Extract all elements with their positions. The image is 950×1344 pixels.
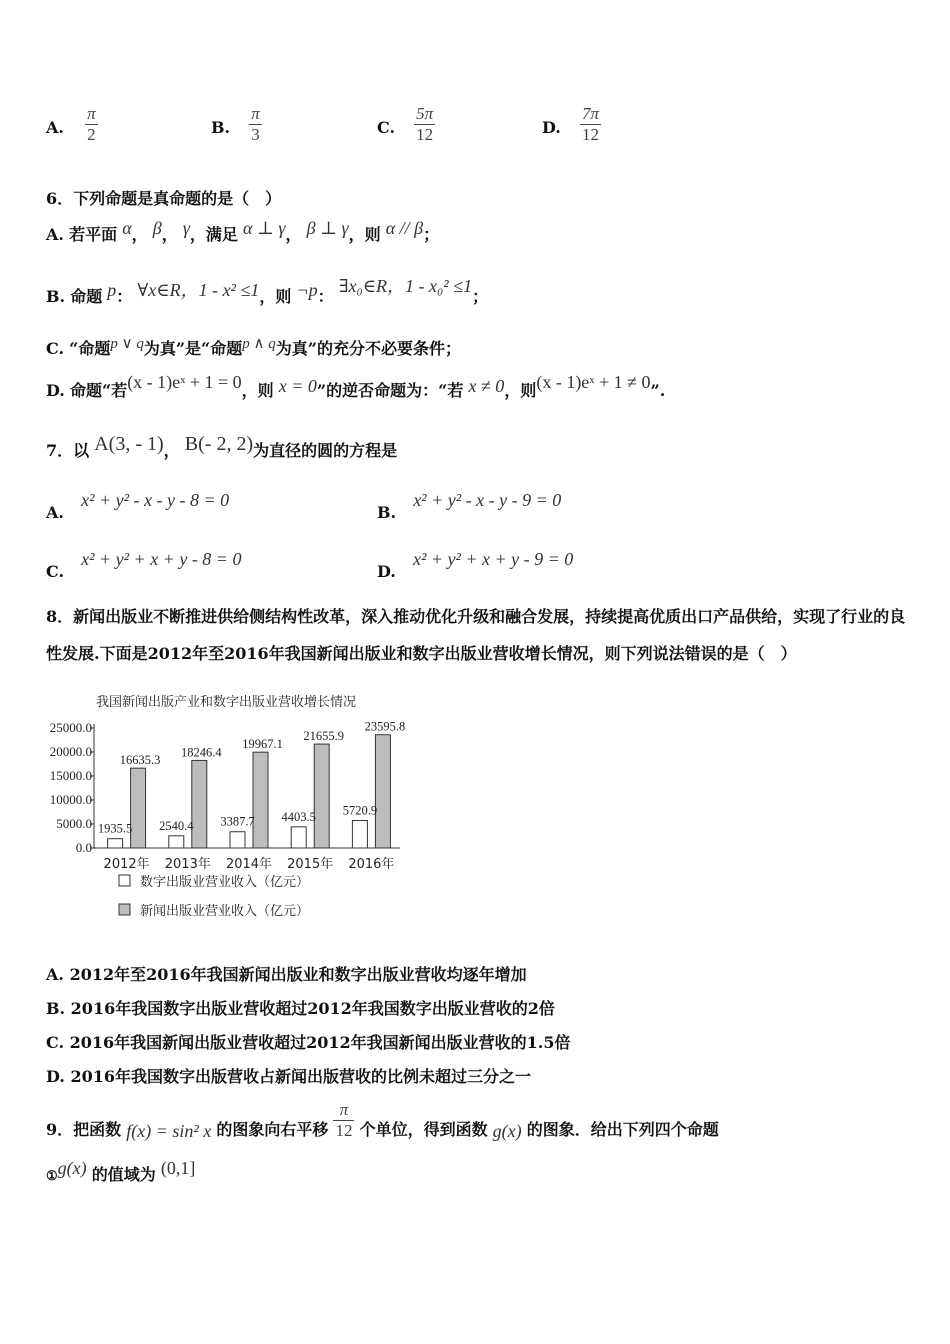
- math: B(- 2, 2): [184, 433, 254, 455]
- text: 的图象．给出下列四个命题: [526, 1120, 719, 1139]
- data-label-news: 21655.9: [303, 729, 345, 744]
- q8-option-b: [46, 996, 555, 1019]
- bar-news-2013年: [192, 760, 207, 848]
- bar-chart: [44, 690, 414, 930]
- x-tick-label: 2012年: [103, 857, 150, 872]
- text: 命题“若: [69, 381, 128, 400]
- option-text: 2016年我国新闻出版业营收超过2012年我国新闻出版业营收的1.5倍: [69, 1033, 571, 1052]
- text: 9．把函数: [46, 1120, 122, 1139]
- text: ”的逆否命题为：“若: [316, 381, 464, 400]
- data-label-news: 18246.4: [180, 745, 222, 760]
- math: α: [122, 218, 132, 238]
- x-tick-label: 2014年: [225, 857, 273, 872]
- q7-option-d: [377, 549, 574, 581]
- math: α ⊥ γ: [243, 218, 286, 238]
- math: (0,1]: [160, 1158, 196, 1178]
- option-letter: C.: [46, 339, 65, 358]
- option-text: 2016年我国数字出版业营收超过2012年我国数字出版业营收的2倍: [70, 999, 555, 1018]
- option-letter: A.: [46, 118, 64, 137]
- math: f(x) = sin² x: [126, 1121, 212, 1141]
- option-letter: D.: [542, 118, 561, 137]
- math: p ∧ q: [242, 336, 276, 352]
- y-tick-label: 10000.0: [49, 792, 92, 807]
- chart-title: 我国新闻出版产业和数字出版业营收增长情况: [96, 695, 357, 710]
- math: ¬p: [296, 280, 318, 300]
- bar-news-2014年: [253, 752, 268, 848]
- text: ，: [163, 441, 180, 460]
- text: ，则: [259, 287, 292, 306]
- equation: x² + y² + x + y - 9 = 0: [412, 549, 574, 569]
- equation: x² + y² + x + y - 8 = 0: [81, 549, 242, 569]
- math: (x - 1)eˣ + 1 ≠ 0: [536, 372, 651, 392]
- bar-digital-2012年: [108, 839, 123, 848]
- y-tick-label: 0.0: [75, 840, 92, 855]
- x-tick-label: 2016年: [348, 857, 395, 872]
- y-tick-label: 20000.0: [49, 744, 92, 759]
- legend-swatch: [119, 904, 130, 915]
- option-letter: B.: [377, 503, 397, 522]
- data-label-digital: 1935.5: [97, 821, 133, 836]
- text: ；: [472, 287, 489, 306]
- option-letter: B.: [46, 287, 66, 306]
- q8-option-d: [46, 1064, 531, 1087]
- q5-option-b: [211, 104, 262, 145]
- text: ，则: [241, 381, 274, 400]
- q9-item-1: [46, 1156, 196, 1184]
- option-letter: B.: [211, 118, 231, 137]
- q6-option-c: [46, 336, 461, 359]
- text: 若平面: [69, 225, 118, 244]
- text: 命题: [70, 287, 103, 306]
- option-letter: D.: [377, 562, 396, 581]
- math: x ≠ 0: [468, 376, 505, 396]
- fraction: $\frac{\pi}{3}$: [251, 104, 260, 144]
- option-letter: A.: [46, 503, 64, 522]
- option-letter: A.: [46, 965, 64, 984]
- math: γ: [182, 218, 190, 238]
- math: A(3, - 1): [94, 433, 164, 455]
- equation: x² + y² - x - y - 8 = 0: [81, 490, 230, 510]
- data-label-news: 23595.8: [364, 719, 406, 734]
- option-letter: C.: [46, 1033, 65, 1052]
- data-label-digital: 2540.4: [159, 818, 194, 833]
- fraction: $\frac{\pi}{2}$: [87, 104, 96, 144]
- q7-option-a: [46, 490, 230, 522]
- math: ∀x∈R，1 - x² ≤1: [137, 280, 260, 300]
- text: 为真”是“命题: [143, 339, 243, 358]
- option-letter: D.: [46, 1067, 65, 1086]
- math: β ⊥ γ: [306, 218, 349, 238]
- option-letter: C.: [46, 562, 65, 581]
- legend-label: 数字出版业营业收入（亿元）: [140, 875, 310, 890]
- option-text: 2012年至2016年我国新闻出版业和数字出版业营收均逐年增加: [69, 965, 527, 984]
- math: p ∨ q: [110, 336, 144, 352]
- text: ，满足: [189, 225, 238, 244]
- text: 为直径的圆的方程是: [253, 441, 398, 460]
- option-letter: D.: [46, 381, 65, 400]
- x-tick-label: 2013年: [164, 857, 211, 872]
- option-letter: A.: [46, 225, 64, 244]
- data-label-news: 19967.1: [242, 737, 283, 752]
- math: p: [107, 280, 117, 300]
- fraction: $\frac{5\pi}{12}$: [416, 104, 434, 144]
- circled-number: ①: [46, 1169, 58, 1184]
- y-tick-label: 25000.0: [49, 720, 92, 735]
- math: g(x): [492, 1121, 522, 1141]
- q8-stem: 8．新闻出版业不断推进供给侧结构性改革，深入推动优化升级和融合发展，持续提高优质出口产品供给，实现了行业的良性发展.下面是2012年至2016年我国新闻出版业和数字出版业营收增长情况，则下列说法错误的是（ ）: [46, 607, 906, 663]
- text: ；: [423, 225, 440, 244]
- text: ，则: [348, 225, 381, 244]
- y-tick-label: 15000.0: [49, 768, 92, 783]
- data-label-news: 16635.3: [119, 753, 161, 768]
- x-tick-label: 2015年: [287, 857, 334, 872]
- data-label-digital: 3387.7: [220, 814, 255, 829]
- q8-option-c: [46, 1030, 571, 1053]
- q6-option-d: [46, 372, 666, 401]
- q6-option-b: B. 命题 p： ∀x∈R，1 - x² ≤1，则 ¬p： ∃x₀∈R，1 - x₀² ≤1；: [46, 276, 489, 306]
- fraction: $\frac{\pi}{12}$: [335, 1100, 353, 1140]
- bar-digital-2014年: [230, 832, 245, 848]
- text: ，则: [504, 381, 537, 400]
- y-tick-label: 5000.0: [56, 816, 92, 831]
- q5-option-d: [542, 104, 601, 145]
- bar-digital-2016年: [352, 821, 367, 848]
- math: (x - 1)eˣ + 1 = 0: [127, 372, 242, 392]
- math: α // β: [385, 218, 424, 238]
- q9-stem: [46, 1100, 719, 1141]
- legend-swatch: [119, 875, 130, 886]
- text: 的图象向右平移: [216, 1120, 329, 1139]
- text: 个单位，得到函数: [359, 1120, 488, 1139]
- data-label-digital: 5720.9: [342, 803, 378, 818]
- equation: x² + y² - x - y - 9 = 0: [413, 490, 562, 510]
- data-label-digital: 4403.5: [281, 809, 316, 824]
- q5-option-c: [377, 104, 435, 145]
- text: ”.: [650, 381, 666, 400]
- option-letter: B.: [46, 999, 66, 1018]
- q7-stem: [46, 433, 398, 462]
- text: 7．以: [46, 441, 90, 460]
- q6-option-a: A. 若平面 α， β， γ，满足 α ⊥ γ， β ⊥ γ，则 α // β；: [46, 218, 440, 244]
- math: g(x): [57, 1158, 87, 1178]
- bar-news-2016年: [375, 735, 390, 848]
- fraction: $\frac{7\pi}{12}$: [581, 104, 599, 144]
- bar-news-2015年: [314, 744, 329, 848]
- math: x = 0: [278, 376, 317, 396]
- bar-digital-2013年: [169, 836, 184, 848]
- option-letter: C.: [377, 118, 396, 137]
- text: 的值域为: [91, 1165, 156, 1184]
- bar-news-2012年: [131, 768, 146, 848]
- q5-option-a: [46, 104, 98, 145]
- legend-label: 新闻出版业营业收入（亿元）: [140, 904, 310, 919]
- bar-digital-2015年: [291, 827, 306, 848]
- text: “命题: [69, 339, 111, 358]
- option-text: 2016年我国数字出版营收占新闻出版营收的比例未超过三分之一: [70, 1067, 531, 1086]
- text: 为真”的充分不必要条件；: [275, 339, 461, 358]
- q8-option-a: [46, 962, 527, 985]
- math: β: [152, 218, 162, 238]
- q7-option-b: [377, 490, 562, 522]
- q7-option-c: [46, 549, 242, 581]
- q6-stem: 6．下列命题是真命题的是（ ）: [46, 189, 282, 208]
- math: ∃x₀∈R，1 - x₀² ≤1: [338, 276, 473, 296]
